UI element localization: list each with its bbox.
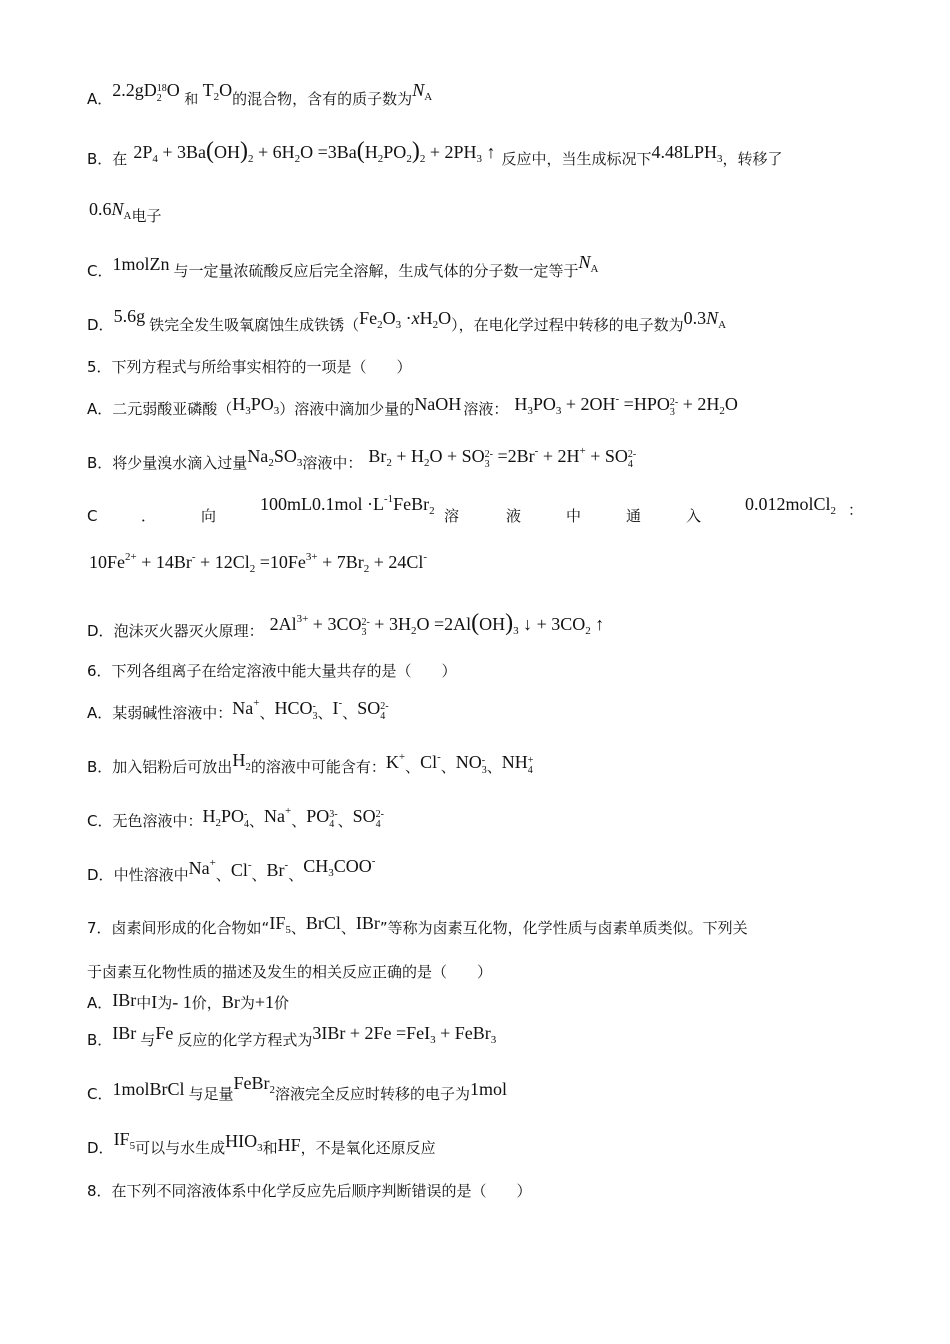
separator: 、: [405, 758, 421, 776]
option-label: A．: [87, 90, 113, 108]
ion: NH + 4: [501, 752, 534, 776]
q4-option-d[interactable]: [87, 306, 727, 335]
option-text: 反应中，当生成标况下: [501, 150, 652, 168]
formula: 1molZn: [112, 254, 170, 274]
q7-option-a[interactable]: [87, 992, 289, 1013]
formula: $H_3PO_3$: [232, 394, 280, 417]
option-text: 与一定量浓硫酸反应后完全溶解，生成气体的分子数一定等于: [173, 262, 579, 280]
q7-stem-line1: [87, 913, 748, 938]
option-punct: ：: [848, 501, 864, 519]
separator: 、: [215, 866, 231, 884]
formula: 5.6g: [113, 306, 146, 326]
formula: $T_2O$: [202, 80, 233, 103]
ion: NO - 3: [455, 752, 487, 776]
option-text: 的溶液中可能含有：: [250, 758, 386, 776]
option-text: 在: [112, 150, 128, 168]
option-label: B．: [87, 1031, 113, 1049]
option-text: 无色溶液中：: [112, 812, 203, 830]
q7-option-c[interactable]: [87, 1073, 508, 1104]
option-text: 向: [201, 507, 217, 525]
formula: IBr: [112, 1023, 137, 1043]
option-text: 为: [239, 994, 255, 1012]
option-label: C: [87, 507, 98, 525]
q7-option-d[interactable]: [87, 1129, 436, 1158]
formula: 1mol: [470, 1079, 508, 1099]
option-text: 反应的化学方程式为: [177, 1031, 313, 1049]
option-text: 中性溶液中: [113, 866, 189, 884]
q7-stem-line2: 于卤素互化物性质的描述及发生的相关反应正确的是（ ）: [87, 963, 493, 981]
option-text: ，不是氧化还原反应: [300, 1139, 436, 1157]
option-text: 与足量: [188, 1085, 234, 1103]
separator: 、: [288, 866, 304, 884]
option-text: 和: [262, 1139, 278, 1157]
q4-option-a[interactable]: A．2.2gD 18 2 O 和 $T_2O$的混合物，含有的质子数为$N_A$: [87, 80, 433, 108]
q5-option-d[interactable]: [87, 610, 605, 644]
option-text: 中: [566, 507, 582, 525]
ion: I-: [332, 697, 343, 718]
q4-option-b[interactable]: [87, 138, 783, 169]
q5-option-c[interactable]: [87, 506, 97, 526]
separator: 、: [249, 812, 265, 830]
option-text: 加入铝粉后可放出: [112, 758, 233, 776]
q8-stem: 8．在下列不同溶液体系中化学反应先后顺序判断错误的是（ ）: [87, 1182, 532, 1200]
separator: 、: [290, 919, 306, 937]
ion: HCO - 3: [274, 698, 318, 722]
separator: 、: [337, 812, 353, 830]
formula: Br: [221, 992, 240, 1012]
separator: 、: [340, 919, 356, 937]
option-text: 溶液完全反应时转移的电子为: [275, 1085, 471, 1103]
equation: $2P_4 + 3Ba(OH)_2 + 6H_2O =3Ba(H_2PO_2)_2 + 2PH_3$ ↑: [133, 138, 496, 165]
equation: $H_3PO_3 + 2OH^- =HPO$ 2- 3 + $2H_2O$: [514, 393, 738, 418]
formula: $H_2$: [232, 750, 251, 773]
stem-text: ”等称为卤素互化物，化学性质与卤素单质类似。下列关: [379, 919, 748, 937]
option-text: 铁完全发生吸氧腐蚀生成铁锈（: [149, 316, 360, 334]
valence: +1: [254, 992, 274, 1012]
valence: - 1: [172, 992, 192, 1012]
option-text: 的混合物，含有的质子数为: [232, 90, 413, 108]
q6-option-d[interactable]: [87, 855, 376, 885]
formula: $HIO_3$: [225, 1131, 263, 1154]
formula: 1molBrCl: [112, 1079, 185, 1099]
formula: BrCl: [305, 913, 341, 933]
q5-option-a[interactable]: [87, 393, 738, 422]
option-text: 将少量溴水滴入过量: [112, 454, 248, 472]
option-label: C．: [87, 812, 113, 830]
q6-stem: 6．下列各组离子在给定溶液中能大量共存的是（ ）: [87, 662, 457, 680]
q5-stem: 5．下列方程式与所给事实相符的一项是（ ）: [87, 358, 412, 376]
equation: $2Al^{3+} + 3CO$ 2- 3 + $3H_2O =2Al(OH)_3$ ↓ + $3CO_2$ ↑: [269, 610, 605, 638]
formula: $0.6N_A$: [89, 199, 132, 222]
equation: $Br_2 + H_2O$ + SO 2- 3 =2Br- + 2H+ + SO 2- 4: [368, 445, 637, 470]
option-text: 中: [136, 994, 152, 1012]
formula: 2.2gD 18 2 O: [112, 80, 180, 104]
option-label: C．: [87, 262, 113, 280]
option-text: 为: [157, 994, 173, 1012]
option-text: 通: [626, 507, 642, 525]
option-text: 溶液中：: [302, 454, 363, 472]
q6-option-a[interactable]: [87, 697, 389, 726]
ion: Cl-: [420, 751, 441, 772]
option-text: 价: [273, 994, 289, 1012]
ion: SO 2- 4: [357, 698, 389, 722]
option-label: B．: [87, 454, 113, 472]
formula: $N_A$: [412, 80, 433, 103]
option-label: D．: [87, 316, 114, 334]
option-punct: ．: [141, 507, 157, 525]
formula: HF: [277, 1135, 301, 1155]
option-label: D．: [87, 1139, 114, 1157]
option-text: 与: [140, 1031, 156, 1049]
option-text: 电子: [131, 207, 162, 225]
formula: $0.3N_A$: [683, 308, 727, 331]
ion: Na+: [188, 857, 216, 878]
q6-option-b[interactable]: [87, 750, 534, 780]
separator: 、: [251, 866, 267, 884]
ion: $H_2PO$ - 4: [202, 806, 250, 830]
formula: NaOH: [414, 394, 462, 414]
q5-option-b[interactable]: [87, 445, 637, 476]
ion: $CH_3COO^-$: [303, 855, 376, 879]
option-text: ）溶液中滴加少量的: [279, 400, 415, 418]
separator: 、: [291, 812, 307, 830]
stem-text: 7．卤素间形成的化合物如“: [87, 919, 270, 937]
option-label: A．: [87, 994, 113, 1012]
formula: IBr: [112, 990, 137, 1010]
option-label: D．: [87, 866, 114, 884]
q4-option-b-cont: [89, 199, 162, 226]
option-label: B．: [87, 758, 113, 776]
q4-option-c[interactable]: [87, 252, 599, 281]
option-text: 可以与水生成: [135, 1139, 226, 1157]
formula: $N_A$: [578, 252, 599, 275]
option-label: A．: [87, 704, 113, 722]
separator: 、: [317, 704, 333, 722]
option-label: B．: [87, 150, 113, 168]
q7-option-b[interactable]: [87, 1023, 497, 1050]
formula: IBr: [355, 913, 380, 933]
ion: PO 3- 4: [306, 806, 338, 830]
option-text: 泡沫灭火器灭火原理：: [113, 622, 264, 640]
ion: K+: [385, 751, 406, 772]
formula: FeBr$_2$: [233, 1073, 276, 1096]
option-text: ，转移了: [722, 150, 783, 168]
ion: SO 2- 4: [352, 806, 384, 830]
option-label: D．: [87, 622, 114, 640]
formula: $IF_5$: [113, 1129, 136, 1152]
q6-option-c[interactable]: [87, 805, 384, 834]
formula: $100mL0.1mol \cdot L^{-1}FeBr_2$: [260, 493, 435, 517]
option-text: 价，: [191, 994, 222, 1012]
equation: 3IBr + 2Fe =FeI$_3$ + FeBr$_3$: [312, 1023, 497, 1046]
formula: 0.012molCl$_2$: [745, 494, 837, 517]
formula: $IF_5$: [269, 913, 291, 936]
formula: Fe: [155, 1023, 174, 1043]
option-text: ），在电化学过程中转移的电子数为: [451, 316, 684, 334]
formula: $Fe_2O_3 \cdot xH_2O$: [359, 308, 452, 331]
option-text: 溶: [444, 507, 460, 525]
formula: $Na_2SO_3$: [247, 446, 303, 469]
ion: Cl-: [230, 859, 252, 880]
option-text: 液: [506, 507, 522, 525]
option-text: 溶液：: [463, 400, 509, 418]
ion: Na+: [232, 697, 260, 718]
formula: $4.48LPH_3$: [651, 142, 723, 165]
option-text: 入: [686, 507, 702, 525]
separator: 、: [486, 758, 502, 776]
q5-option-c-equation: $10Fe^{2+} + 14Br^- + 12Cl_2 =10Fe^{3+} + 7Br_2 + 24Cl^-$: [89, 551, 428, 575]
separator: 、: [342, 704, 358, 722]
ion: Na+: [264, 805, 292, 826]
option-text: 某弱碱性溶液中：: [112, 704, 233, 722]
option-text: 二元弱酸亚磷酸（: [112, 400, 233, 418]
separator: 、: [440, 758, 456, 776]
option-label: A．: [87, 400, 113, 418]
ion: Br-: [266, 859, 289, 880]
option-label: C．: [87, 1085, 113, 1103]
separator: 、: [259, 704, 275, 722]
formula: I: [151, 992, 158, 1012]
